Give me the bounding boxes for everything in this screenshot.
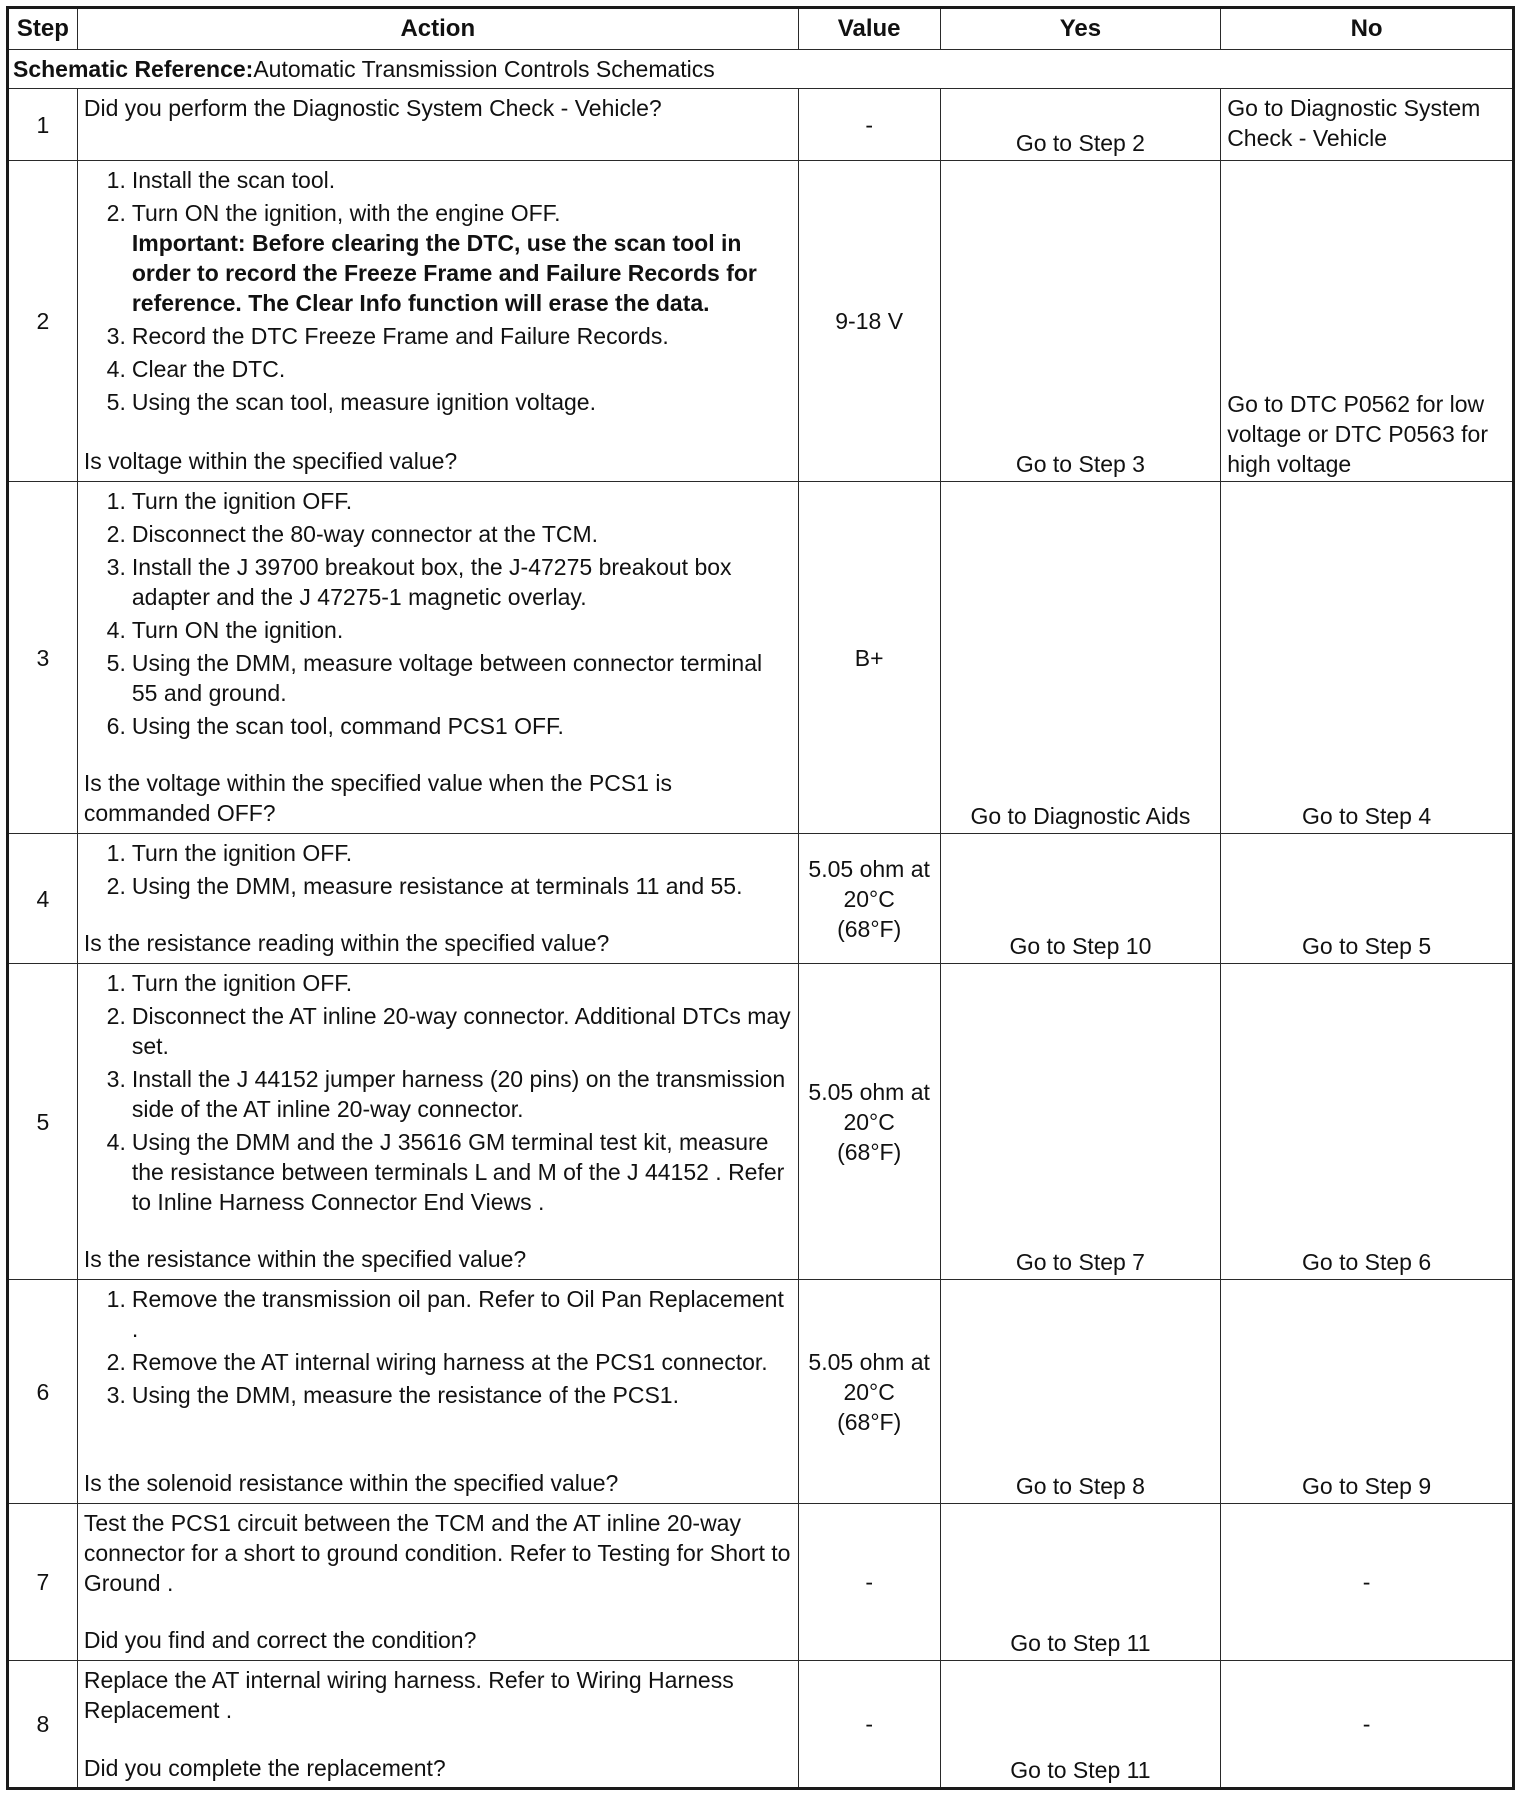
list-item: 3. Install the J 44152 jumper harness (20 pins) on the transmission side of the AT inline 20-way connector. xyxy=(106,1066,786,1122)
list-item: 1. Turn the ignition OFF. xyxy=(106,970,353,996)
list-item: 4. Using the DMM and the J 35616 GM terminal test kit, measure the resistance between terminals L and M of the J 44152 . Refer to Inline Harness Connector End Views . xyxy=(106,1129,785,1215)
yes-link[interactable]: Go to Step 11 xyxy=(940,1504,1221,1661)
schematic-reference-link[interactable]: Automatic Transmission Controls Schematics xyxy=(253,56,715,82)
step-number: 2 xyxy=(8,161,78,482)
table-row xyxy=(8,964,1514,1280)
table-row xyxy=(8,1280,1514,1504)
action-cell xyxy=(77,1504,798,1661)
action-steps xyxy=(84,968,792,1220)
question-text: Did you complete the replacement? xyxy=(83,1755,446,1781)
list-item: 3. Record the DTC Freeze Frame and Failure Records. xyxy=(106,323,669,349)
step-number: 1 xyxy=(8,89,78,161)
yes-link[interactable]: Go to Diagnostic Aids xyxy=(940,482,1221,834)
header-row xyxy=(8,8,1514,50)
list-item: 5. Using the DMM, measure voltage between connector terminal 55 and ground. xyxy=(106,650,763,706)
list-item: 2. Remove the AT internal wiring harness at the PCS1 connector. xyxy=(106,1349,768,1375)
value-cell: 5.05 ohm at 20°C (68°F) xyxy=(798,1280,940,1504)
schematic-reference-row xyxy=(8,50,1514,89)
action-paragraph: Replace the AT internal wiring harness. Refer to Wiring Harness Replacement . xyxy=(83,1667,734,1723)
list-item: 2. Turn ON the ignition, with the engine OFF. Important: Before clearing the DTC, use the scan tool in order to record the Freeze Frame and Failure Records for reference. The Clear Info function will erase the data. xyxy=(132,198,792,318)
value-cell: 5.05 ohm at 20°C (68°F) xyxy=(798,964,940,1280)
list-item: 6. Using the scan tool, command PCS1 OFF. xyxy=(106,713,564,739)
question-text: Is the solenoid resistance within the specified value? xyxy=(83,1470,619,1496)
action-cell xyxy=(77,482,798,834)
action-cell xyxy=(77,161,798,482)
list-item: 1. Remove the transmission oil pan. Refer to Oil Pan Replacement . xyxy=(106,1286,784,1342)
no-link[interactable]: Go to Step 4 xyxy=(1221,482,1514,834)
header-step: Step xyxy=(8,8,78,50)
important-note: Important: Before clearing the DTC, use the scan tool in order to record the Freeze Frame and Failure Records for reference. The Clear Info function will erase the data. xyxy=(131,230,757,316)
value-cell: 9-18 V xyxy=(798,161,940,482)
table-row xyxy=(8,161,1514,482)
step-number: 5 xyxy=(8,964,78,1280)
no-cell: - xyxy=(1221,1661,1514,1789)
diagnostic-table xyxy=(6,6,1515,1790)
list-item: 4. Clear the DTC. xyxy=(106,356,286,382)
question-text: Did you perform the Diagnostic System Check - Vehicle? xyxy=(83,95,662,121)
list-item: 5. Using the scan tool, measure ignition voltage. xyxy=(106,389,596,415)
action-steps xyxy=(84,1284,792,1413)
action-cell xyxy=(77,834,798,964)
question-text: Is the resistance within the specified value? xyxy=(83,1246,527,1272)
step-number: 4 xyxy=(8,834,78,964)
yes-link[interactable]: Go to Step 3 xyxy=(940,161,1221,482)
yes-link[interactable]: Go to Step 10 xyxy=(940,834,1221,964)
list-item: 2. Using the DMM, measure resistance at terminals 11 and 55. xyxy=(106,873,743,899)
list-item: 4. Turn ON the ignition. xyxy=(106,617,344,643)
header-no: No xyxy=(1221,8,1514,50)
list-item: 1. Install the scan tool. xyxy=(106,167,336,193)
step-number: 3 xyxy=(8,482,78,834)
no-link[interactable]: Go to Step 6 xyxy=(1221,964,1514,1280)
action-steps xyxy=(84,838,792,904)
value-cell: - xyxy=(798,1661,940,1789)
step-number: 6 xyxy=(8,1280,78,1504)
action-cell xyxy=(77,1661,798,1789)
table-row xyxy=(8,1504,1514,1661)
question-text: Is voltage within the specified value? xyxy=(83,448,458,474)
question-text: Is the resistance reading within the specified value? xyxy=(83,930,610,956)
schematic-reference-label: Schematic Reference: xyxy=(13,56,254,82)
value-cell: - xyxy=(798,1504,940,1661)
header-action: Action xyxy=(77,8,798,50)
yes-link[interactable]: Go to Step 8 xyxy=(940,1280,1221,1504)
no-link[interactable]: Go to DTC P0562 for low voltage or DTC P0563 for high voltage xyxy=(1221,161,1514,482)
value-cell: B+ xyxy=(798,482,940,834)
question-text: Is the voltage within the specified value when the PCS1 is commanded OFF? xyxy=(83,770,672,826)
list-item: 3. Using the DMM, measure the resistance of the PCS1. xyxy=(106,1382,679,1408)
yes-link[interactable]: Go to Step 7 xyxy=(940,964,1221,1280)
yes-link[interactable]: Go to Step 11 xyxy=(940,1661,1221,1789)
table-row xyxy=(8,482,1514,834)
action-cell xyxy=(77,89,798,161)
value-cell: - xyxy=(798,89,940,161)
question-text: Did you find and correct the condition? xyxy=(83,1627,477,1653)
list-item: 2. Disconnect the AT inline 20-way connector. Additional DTCs may set. xyxy=(106,1003,791,1059)
value-cell: 5.05 ohm at 20°C (68°F) xyxy=(798,834,940,964)
table-row xyxy=(8,1661,1514,1789)
header-yes: Yes xyxy=(940,8,1221,50)
step-number: 8 xyxy=(8,1661,78,1789)
action-cell xyxy=(77,1280,798,1504)
no-cell: - xyxy=(1221,1504,1514,1661)
schematic-reference xyxy=(8,50,1514,89)
diagnostic-table-container xyxy=(6,6,1515,1790)
action-paragraph: Test the PCS1 circuit between the TCM and the AT inline 20-way connector for a short to ground condition. Refer to Testing for Short to Ground . xyxy=(83,1510,791,1596)
list-item: 2. Disconnect the 80-way connector at the TCM. xyxy=(106,521,599,547)
list-item: 1. Turn the ignition OFF. xyxy=(106,488,353,514)
action-steps xyxy=(84,486,792,744)
yes-link[interactable]: Go to Step 2 xyxy=(940,89,1221,161)
list-item: 1. Turn the ignition OFF. xyxy=(106,840,353,866)
action-cell xyxy=(77,964,798,1280)
no-link[interactable]: Go to Step 5 xyxy=(1221,834,1514,964)
table-row xyxy=(8,834,1514,964)
action-steps xyxy=(84,165,792,420)
list-item: 3. Install the J 39700 breakout box, the J-47275 breakout box adapter and the J 47275-1 magnetic overlay. xyxy=(106,554,732,610)
no-link[interactable]: Go to Diagnostic System Check - Vehicle xyxy=(1221,89,1514,161)
step-number: 7 xyxy=(8,1504,78,1661)
table-row xyxy=(8,89,1514,161)
header-value: Value xyxy=(798,8,940,50)
no-link[interactable]: Go to Step 9 xyxy=(1221,1280,1514,1504)
